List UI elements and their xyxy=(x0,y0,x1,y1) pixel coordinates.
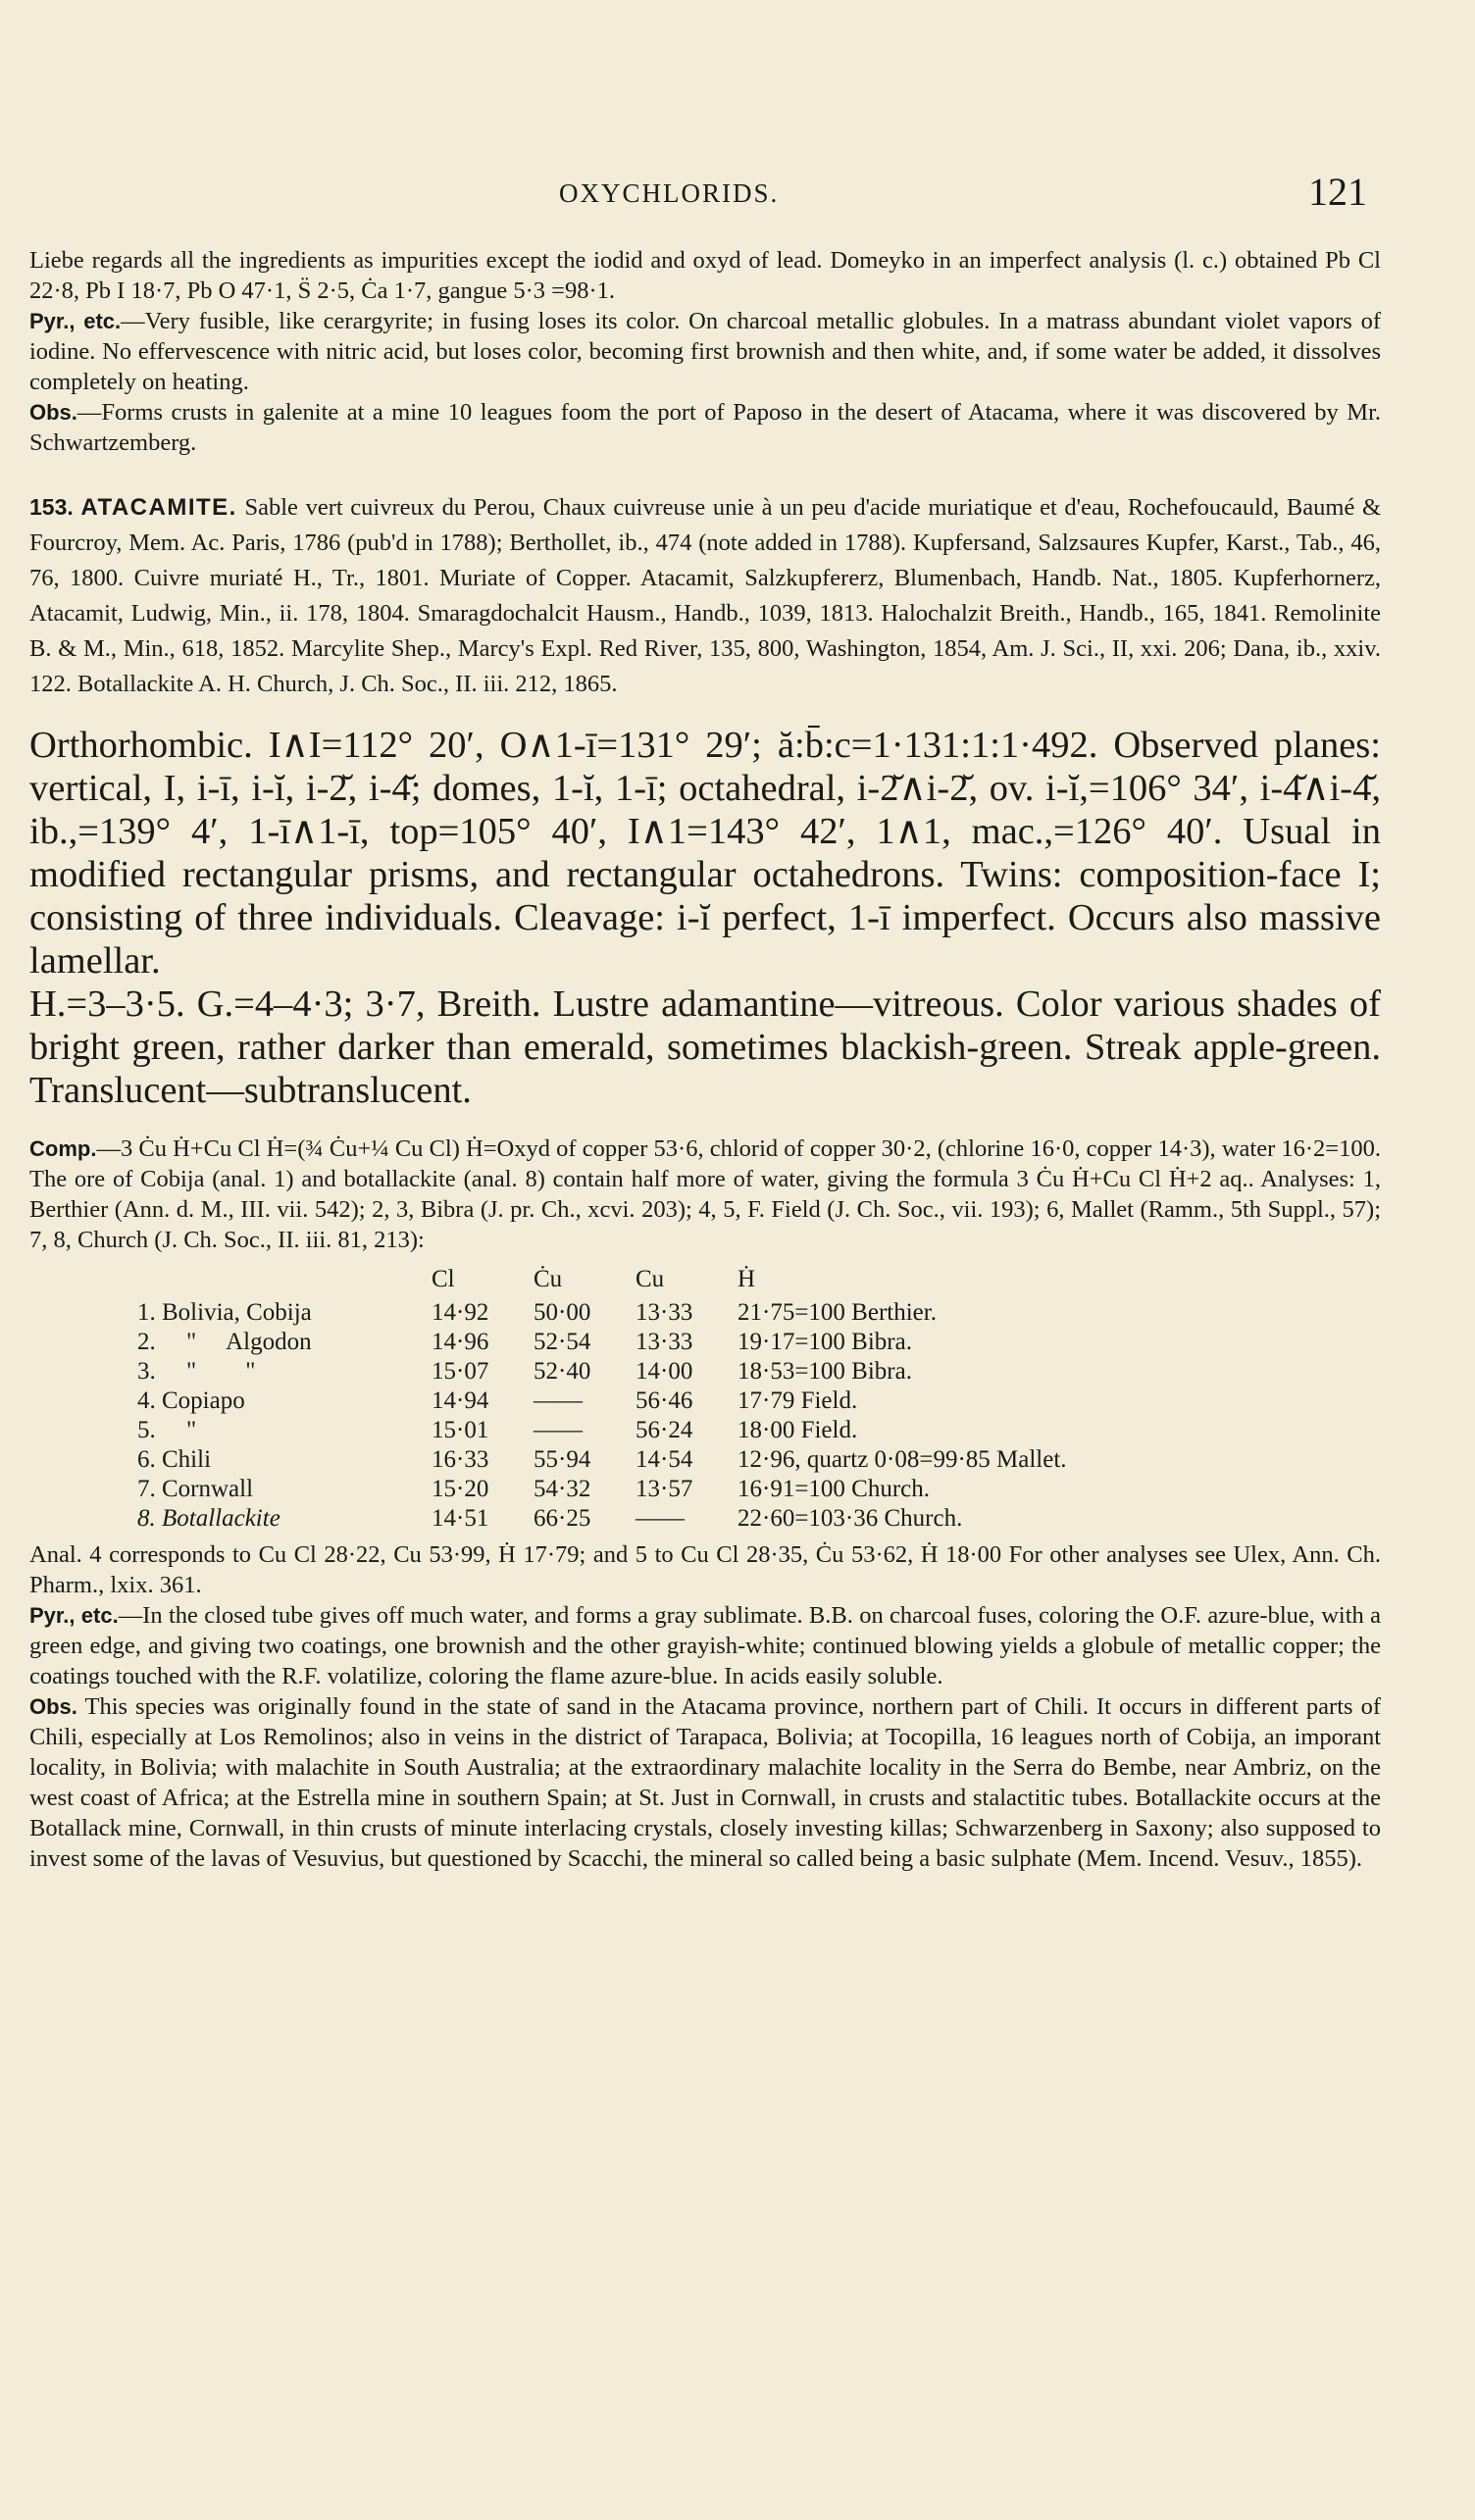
table-cell: 1. Bolivia, Cobija xyxy=(137,1299,312,1326)
observations-label: Obs. xyxy=(29,1694,77,1719)
column-header: Ḣ xyxy=(738,1266,756,1292)
composition-paragraph xyxy=(29,1134,1381,1255)
paragraph-text: This species was originally found in the state of sand in the Atacama province, northern part of Chili. It occurs in different parts of Chili, especially at Los Remolinos; also in veins in the district of Tarapaca, Bolivia; at Tocopilla, 16 leagues north of Cobija, an imporant locality, in Bolivia; with malachite in South Australia; at the extraordinary malachite locality in the Serra do Bembe, near Ambriz, on the west coast of Africa; at the Estrella mine in southern Spain; at St. Just in Cornwall, in crusts and stalactitic tubes. Botallackite occurs at the Botallack mine, Cornwall, in thin crusts of minute interlacing crystals, closely investing killas; Schwarzenberg in Saxony; also supposed to invest some of the lavas of Vesuvius, but questioned by Scacchi, the mineral so called being a basic sulphate (Mem. Incend. Vesuv., 1855). xyxy=(29,1693,1381,1872)
species-number: 153. xyxy=(29,494,74,520)
running-title: OXYCHLORIDS. xyxy=(559,178,780,208)
table-cell: 50·00 xyxy=(534,1299,591,1326)
paragraph-text: —Very fusible, like cerargyrite; in fusing loses its color. On charcoal metallic globules. In a matrass abundant violet vapors of iodine. No effervescence with nitric acid, but loses color, becoming first brownish and then white, and, if some water be added, it dissolves completely on heating. xyxy=(29,308,1381,395)
paragraph-text: —In the closed tube gives off much water, and forms a gray sublimate. B.B. on charcoal fuses, coloring the O.F. azure-blue, with a green edge, and giving two coatings, one brownish and the other grayish-white; continued blowing yields a globule of metallic copper; the coatings touched with the R.F. volatilize, coloring the flame azure-blue. In acids easily soluble. xyxy=(29,1602,1381,1689)
table-cell: 56·46 xyxy=(636,1387,693,1414)
table-cell: 14·92 xyxy=(432,1299,489,1326)
intro-paragraph xyxy=(29,245,1381,306)
table-cell: 19·17=100 Bibra. xyxy=(738,1329,912,1355)
table-cell: 18·00 Field. xyxy=(738,1417,858,1443)
species-synonymy: Sable vert cuivreux du Perou, Chaux cuivreuse unie à un peu d'acide muriatique et d'eau, Rochefoucauld, Baumé & Fourcroy, Mem. Ac. Paris, 1786 (pub'd in 1788); Berthollet, ib., 474 (note added in 1788). Kupfersand, Salzsaures Kupfer, Karst., Tab., 46, 76, 1800. Cuivre muriaté H., Tr., 1801. Muriate of Copper. Atacamit, Salzkupfererz, Blumenbach, Handb. Nat., 1805. Kupferhornerz, Atacamit, Ludwig, Min., ii. 178, 1804. Smaragdochalcit Hausm., Handb., 1039, 1813. Halochalzit Breith., Handb., 165, 1841. Remolinite B. & M., Min., 618, 1852. Marcylite Shep., Marcy's Expl. Red River, 135, 800, Washington, 1854, Am. J. Sci., II, xxi. 206; Dana, ib., xxiv. 122. Botallackite A. H. Church, J. Ch. Soc., II. iii. 212, 1865. xyxy=(29,494,1382,697)
table-cell: 16·91=100 Church. xyxy=(738,1476,931,1502)
observations-label: Obs. xyxy=(29,400,77,425)
table-row xyxy=(137,1475,1081,1504)
table-row xyxy=(137,1298,1081,1328)
page-number: 121 xyxy=(1308,170,1367,214)
table-cell: 13·57 xyxy=(636,1476,693,1502)
table-cell: 4. Copiapo xyxy=(137,1387,245,1414)
analysis-note-paragraph xyxy=(29,1539,1381,1600)
page-header xyxy=(0,165,1475,214)
observations-paragraph xyxy=(29,1691,1381,1874)
table-cell: 14·54 xyxy=(636,1446,693,1473)
column-header xyxy=(137,1265,432,1298)
table-cell: 12·96, quartz 0·08=99·85 Mallet. xyxy=(738,1446,1067,1473)
table-cell: 15·20 xyxy=(432,1476,489,1502)
table-cell: 22·60=103·36 Church. xyxy=(738,1505,963,1532)
table-cell: 8. Botallackite xyxy=(137,1505,280,1532)
paragraph-text: Anal. 4 corresponds to Cu Cl 28·22, Cu 53·99, Ḣ 17·79; and 5 to Cu Cl 28·35, Ċu 53·62, Ḣ 18·00 For other analyses see Ulex, Ann. Ch. Pharm., lxix. 361. xyxy=(29,1541,1381,1598)
column-header: Cu xyxy=(636,1266,665,1292)
pyrognostics-paragraph xyxy=(29,306,1381,397)
table-header-row xyxy=(137,1265,1081,1298)
table-row xyxy=(137,1445,1081,1475)
table-cell: 15·07 xyxy=(432,1358,489,1385)
table-cell: 56·24 xyxy=(636,1417,693,1443)
observations-paragraph xyxy=(29,397,1381,458)
table-cell: 3. " " xyxy=(137,1358,256,1385)
pyrognostics-label: Pyr., etc. xyxy=(29,1603,119,1628)
table-cell: —— xyxy=(636,1505,685,1532)
pyrognostics-paragraph xyxy=(29,1600,1381,1691)
table-cell: 13·33 xyxy=(636,1329,693,1355)
paragraph-text: —3 Ċu Ḣ+Cu Cl Ḣ=(¾ Ċu+¼ Cu Cl) Ḣ=Oxyd of copper 53·6, chlorid of copper 30·2, (chlorine 16·0, copper 14·3), water 16·2=100. The ore of Cobija (anal. 1) and botallackite (anal. 8) contain half more of water, giving the formula 3 Ċu Ḣ+Cu Cl Ḣ+2 aq.. Analyses: 1, Berthier (Ann. d. M., III. vii. 542); 2, 3, Bibra (J. pr. Ch., xcvi. 203); 4, 5, F. Field (J. Ch. Soc., vii. 193); 6, Mallet (Ramm., 5th Suppl., 57); 7, 8, Church (J. Ch. Soc., II. iii. 81, 213): xyxy=(29,1135,1381,1253)
crystallography-paragraph: Orthorhombic. I∧I=112° 20′, O∧1-ī=131° 29′; ă:b̄:c=1·131:1:1·492. Observed planes: vertical, I, i-ī, i-ĭ, i-2̆, i-4̆; domes, 1-ĭ, 1-ī; octahedral, i-2̆∧i-2̆, ov. i-ĭ,=106° 34′, i-4̆∧i-4̆, ib.,=139° 4′, 1-ī∧1-ī, top=105° 40′, I∧1=143° 42′, 1∧1, mac.,=126° 40′. Usual in modified rectangular prisms, and rectangular octahedrons. Twins: composition-face I; consisting of three individuals. Cleavage: i-ĭ perfect, 1-ī imperfect. Occurs also massive lamellar. xyxy=(29,725,1381,982)
physical-properties-paragraph: H.=3–3·5. G.=4–4·3; 3·7, Breith. Lustre adamantine—vitreous. Color various shades of bright green, rather darker than emerald, sometimes blackish-green. Streak apple-green. Translucent—subtranslucent. xyxy=(29,983,1381,1111)
table-cell: 2. " Algodon xyxy=(137,1329,312,1355)
table-cell: 14·94 xyxy=(432,1387,489,1414)
table-row xyxy=(137,1416,1081,1445)
column-header: Cl xyxy=(432,1266,455,1292)
table-cell: 6. Chili xyxy=(137,1446,212,1473)
table-cell: 14·51 xyxy=(432,1505,489,1532)
species-name: ATACAMITE. xyxy=(80,494,237,521)
table-row xyxy=(137,1386,1081,1416)
table-row xyxy=(137,1328,1081,1357)
table-cell: 15·01 xyxy=(432,1417,489,1443)
table-row xyxy=(137,1504,1081,1534)
table-cell: —— xyxy=(534,1417,583,1443)
paragraph-text: Liebe regards all the ingredients as impurities except the iodid and oxyd of lead. Domeyko in an imperfect analysis (l. c.) obtained Pb Cl 22·8, Pb I 18·7, Pb O 47·1, S̈ 2·5, Ċa 1·7, gangue 5·3 =98·1. xyxy=(29,247,1381,304)
table-cell: —— xyxy=(534,1387,583,1414)
pyrognostics-label: Pyr., etc. xyxy=(29,309,122,333)
table-cell: 5. " xyxy=(137,1417,197,1443)
table-cell: 52·54 xyxy=(534,1329,591,1355)
analyses-table xyxy=(137,1265,1081,1534)
table-cell: 55·94 xyxy=(534,1446,591,1473)
table-cell: 7. Cornwall xyxy=(137,1476,254,1502)
table-cell: 18·53=100 Bibra. xyxy=(738,1358,912,1385)
table-cell: 21·75=100 Berthier. xyxy=(738,1299,937,1326)
column-header: Ċu xyxy=(534,1266,563,1292)
table-cell: 16·33 xyxy=(432,1446,489,1473)
table-cell: 13·33 xyxy=(636,1299,693,1326)
table-cell: 54·32 xyxy=(534,1476,591,1502)
paragraph-text: —Forms crusts in galenite at a mine 10 leagues foom the port of Paposo in the desert of Atacama, where it was discovered by Mr. Schwartzemberg. xyxy=(29,399,1381,456)
table-cell: 14·96 xyxy=(432,1329,489,1355)
table-cell: 14·00 xyxy=(636,1358,693,1385)
table-cell: 66·25 xyxy=(534,1505,591,1532)
table-row xyxy=(137,1357,1081,1386)
composition-label: Comp. xyxy=(29,1136,97,1161)
table-cell: 17·79 Field. xyxy=(738,1387,858,1414)
species-entry-heading xyxy=(29,489,1381,702)
table-cell: 52·40 xyxy=(534,1358,591,1385)
page-body xyxy=(29,245,1381,1874)
